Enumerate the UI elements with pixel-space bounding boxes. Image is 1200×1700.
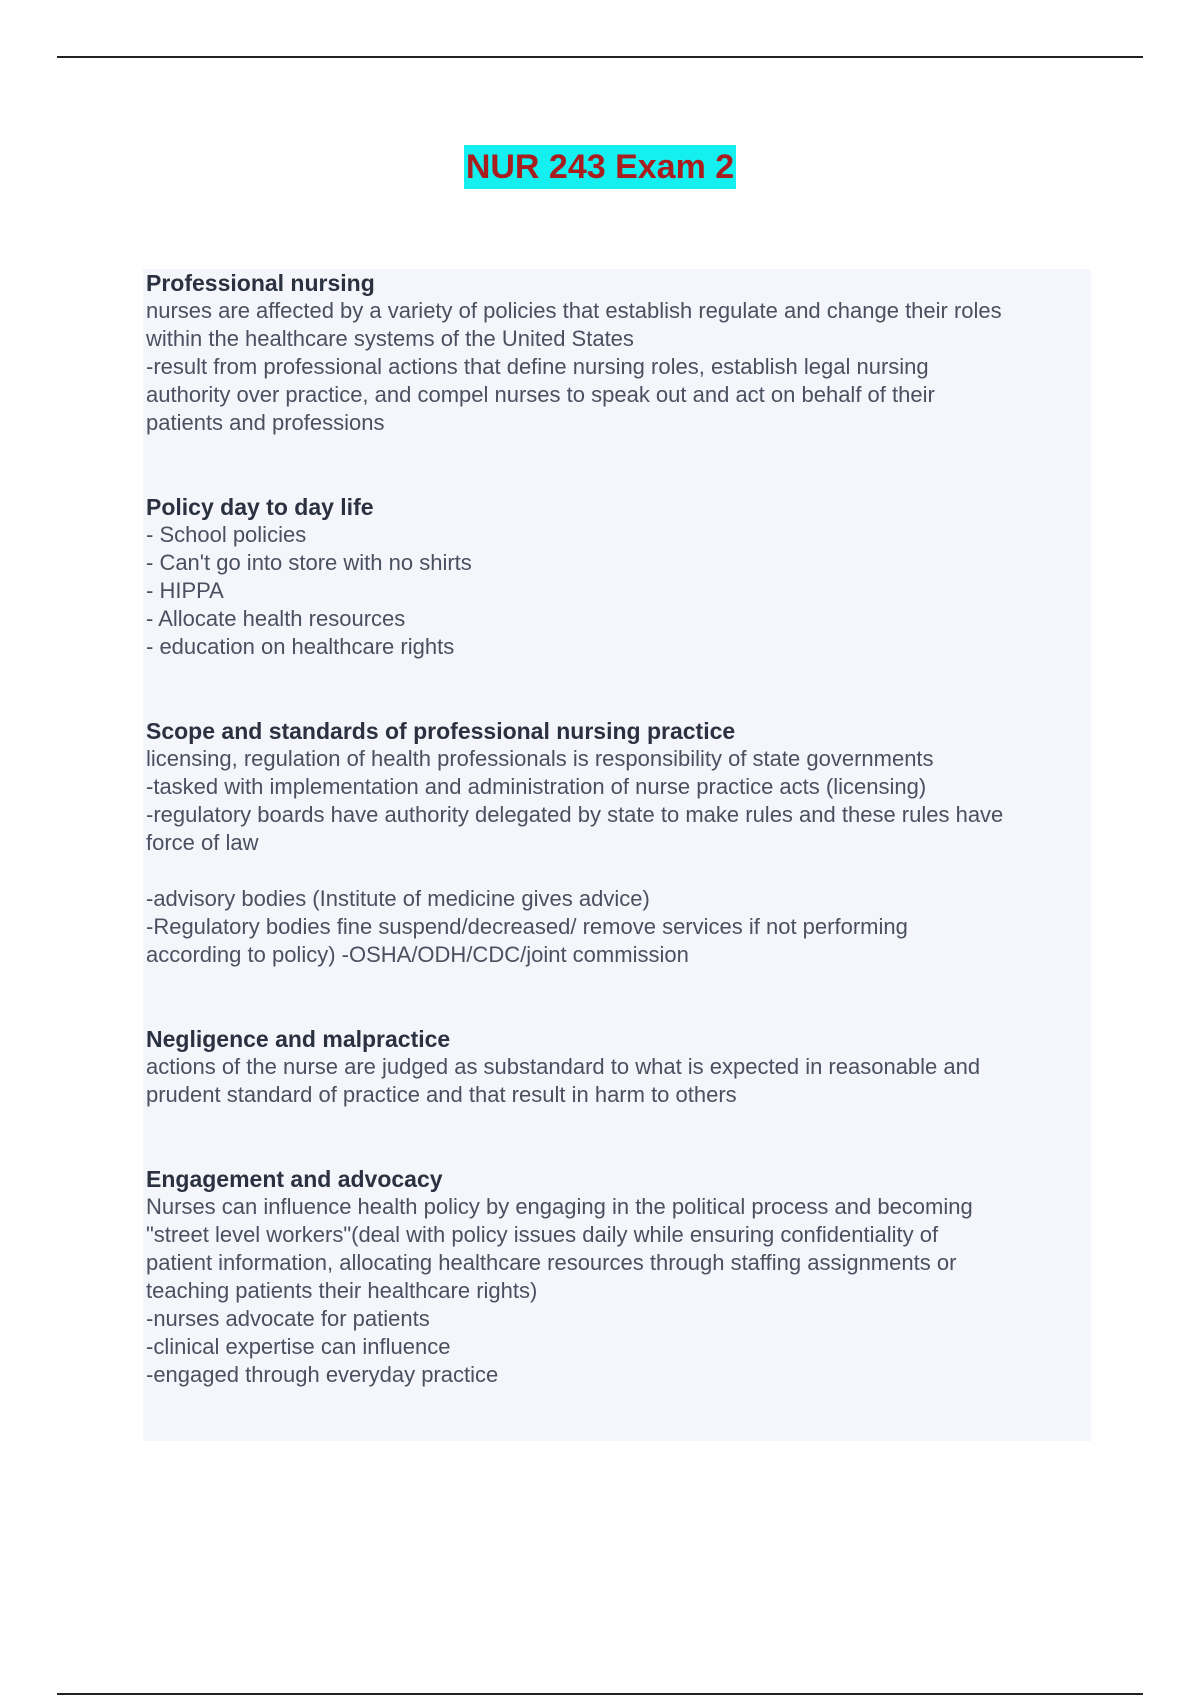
section-professional-nursing xyxy=(146,269,1088,437)
section-line: according to policy) -OSHA/ODH/CDC/joint commission xyxy=(146,942,689,967)
section-heading: Negligence and malpractice xyxy=(146,1026,451,1052)
section-line: "street level workers"(deal with policy issues daily while ensuring confidentiality of xyxy=(146,1222,939,1247)
section-policy-day-to-day xyxy=(146,493,1088,661)
section-line: - HIPPA xyxy=(146,578,224,603)
section-line: -result from professional actions that define nursing roles, establish legal nursing xyxy=(146,354,929,379)
section-line: - Allocate health resources xyxy=(146,606,406,631)
section-line: patients and professions xyxy=(146,410,385,435)
section-line: -nurses advocate for patients xyxy=(146,1306,430,1331)
section-heading: Engagement and advocacy xyxy=(146,1166,443,1192)
section-line: -Regulatory bodies fine suspend/decreased/ remove services if not performing xyxy=(146,914,908,939)
section-line: -regulatory boards have authority delegated by state to make rules and these rules have xyxy=(146,802,1004,827)
section-heading: Professional nursing xyxy=(146,270,375,296)
section-line: within the healthcare systems of the United States xyxy=(146,326,634,351)
document-title: NUR 243 Exam 2 xyxy=(464,145,736,189)
section-line: - School policies xyxy=(146,522,307,547)
section-negligence-malpractice xyxy=(146,1025,1088,1109)
section-line: authority over practice, and compel nurses to speak out and act on behalf of their xyxy=(146,382,935,407)
section-line: licensing, regulation of health professionals is responsibility of state governments xyxy=(146,746,934,771)
section-line: prudent standard of practice and that result in harm to others xyxy=(146,1082,737,1107)
top-rule xyxy=(57,56,1143,58)
section-line: patient information, allocating healthcare resources through staffing assignments or xyxy=(146,1250,957,1275)
section-line: - Can't go into store with no shirts xyxy=(146,550,472,575)
section-line: -clinical expertise can influence xyxy=(146,1334,451,1359)
section-line: Nurses can influence health policy by engaging in the political process and becoming xyxy=(146,1194,973,1219)
section-line: - education on healthcare rights xyxy=(146,634,455,659)
section-line: teaching patients their healthcare rights) xyxy=(146,1278,538,1303)
section-scope-and-standards xyxy=(146,717,1088,969)
section-heading: Policy day to day life xyxy=(146,494,374,520)
section-line: -engaged through everyday practice xyxy=(146,1362,499,1387)
bottom-rule xyxy=(57,1693,1143,1695)
section-line: -advisory bodies (Institute of medicine gives advice) xyxy=(146,886,650,911)
section-heading: Scope and standards of professional nursing practice xyxy=(146,718,736,744)
section-line: -tasked with implementation and administration of nurse practice acts (licensing) xyxy=(146,774,927,799)
section-engagement-advocacy xyxy=(146,1165,1088,1389)
section-line: nurses are affected by a variety of policies that establish regulate and change their roles xyxy=(146,298,1002,323)
section-line: actions of the nurse are judged as substandard to what is expected in reasonable and xyxy=(146,1054,981,1079)
section-line: force of law xyxy=(146,830,259,855)
notes-panel xyxy=(143,269,1091,1441)
title-container xyxy=(0,145,1200,189)
